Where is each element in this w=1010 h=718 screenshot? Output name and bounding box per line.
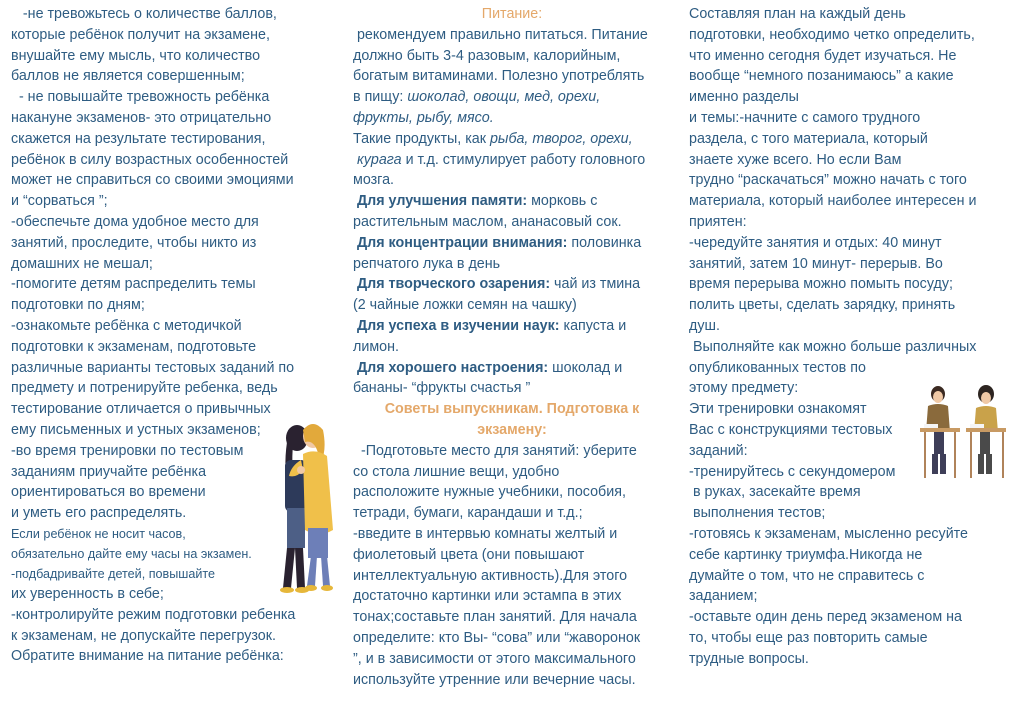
study-plan-line: заданий: [689,442,748,459]
heading-graduate-tips-line2: экзамену: [477,421,547,438]
study-plan-line: заданием; [689,588,758,605]
parent-advice-line: накануне экзаменов- это отрицательно [11,109,272,126]
parent-advice-line: различные варианты тестовых заданий по [11,359,295,376]
parent-advice-line: ему письменных и устных экзаменов; [11,421,261,438]
heading-graduate-tips: Советы выпускникам. Подготовка к [384,401,640,418]
tip-creative [353,274,671,295]
tip-label: Для хорошего настроения: [353,359,549,376]
nutrition-text-line [353,150,671,171]
study-plan-line: занятий, затем 10 минут- перерыв. Во [689,255,943,272]
study-plan-line: этому предмету: [689,380,799,397]
study-plan-line: Составляя план на каждый день [689,6,906,22]
study-plan-line: в руках, засекайте время [689,484,861,501]
tip-memory [353,191,671,212]
study-plan-line: себе картинку триумфа.Никогда не [689,546,923,563]
tip-text: шоколад и [548,359,623,376]
parent-advice-line: их уверенность в себе; [11,585,164,602]
study-plan-line: подготовки, необходимо четко определить, [689,26,975,43]
parent-advice-line: предмету и потренируйте ребенка, ведь [11,380,278,397]
tip-memory-line2: растительным маслом, ананасовый сок. [353,213,622,230]
students-at-desks-illustration [916,382,1008,480]
parent-advice-line: может не справиться со своими эмоциями [11,172,294,189]
parent-advice-line: к экзаменам, не допускайте перегрузок. [11,627,276,644]
study-plan-line: материала, который наиболее интересен и [689,193,977,210]
study-plan-line: -чередуйте занятия и отдых: 40 минут [689,234,942,251]
study-plan-line: -тренируйтесь с секундомером [689,463,896,480]
study-plan-line: и темы:-начните с самого трудного [689,109,921,126]
food-list-italic: шоколад, овощи, мед, орехи, [407,89,601,106]
study-plan-line: раздела, с того материала, который [689,130,928,147]
tip-focus-line2: репчатого лука в день [353,255,501,272]
parent-advice-line: -не тревожьтесь о количестве баллов, [11,6,277,22]
graduate-tip-line: тетради, бумаги, карандаши и т.д.; [353,505,583,522]
graduate-tip-line: -введите в интервью комнаты желтый и [353,525,618,542]
graduate-tip-line: достаточно картинки или эстампа в этих [353,588,622,605]
food-list-italic: курага [353,151,402,168]
study-plan-line: Вас с конструкциями тестовых [689,421,893,438]
graduate-tip-line: расположите нужные учебники, пособия, [353,484,626,501]
parent-advice-line: занятий, проследите, чтобы никто из [11,234,257,251]
study-plan-line: Эти тренировки ознакомят [689,401,867,418]
food-list-italic: фрукты, рыбу, мясо. [353,109,494,126]
graduate-tip-line: ”, и в зависимости от этого максимального [353,650,636,667]
nutrition-text-line [353,129,671,150]
tip-label: Для улучшения памяти: [353,193,528,210]
tip-text: чай из тмина [550,276,641,293]
graduate-tip-line: используйте утренние или вечерние часы. [353,671,636,688]
nutrition-text-line [353,87,671,108]
parent-advice-line: заданиям приучайте ребёнка [11,463,207,480]
parent-advice-line: внушайте ему мысль, что количество [11,47,261,64]
parent-advice-line: -ознакомьте ребёнка с методичкой [11,317,242,334]
study-plan-line: -оставьте один день перед экзаменом на [689,609,962,626]
tip-text: половинка [567,234,642,251]
study-plan-line: полить цветы, сделать зарядку, принять [689,297,956,314]
tip-focus [353,233,671,254]
column-study-plan [689,4,1007,670]
parent-advice-line: баллов не является совершенным; [11,68,245,85]
parent-advice-line: ребёнок в силу возрастных особенностей [11,151,289,168]
study-plan-line: выполнения тестов; [689,505,826,522]
parent-advice-line: -подбадривайте детей, повышайте [11,566,216,581]
nutrition-text: и т.д. стимулирует работу головного [401,151,646,168]
tip-creative-line2: (2 чайные ложки семян на чашку) [353,297,577,314]
nutrition-text: Такие продукты, как [353,130,490,147]
parent-advice-line: обязательно дайте ему часы на экзамен. [11,546,252,561]
nutrition-text-line: мозга. [353,172,394,189]
parent-advice-line: и уметь его распределять. [11,505,187,522]
nutrition-text-line [353,108,671,129]
study-plan-line: приятен: [689,213,747,230]
tip-science-line2: лимон. [353,338,399,355]
tip-science [353,316,671,337]
parent-advice-line: -во время тренировки по тестовым [11,442,244,459]
graduate-tip-line: -Подготовьте место для занятий: уберите [353,442,637,459]
food-list-italic: рыба, творог, орехи, [489,130,633,147]
study-plan-line: душ. [689,317,720,334]
tip-label: Для успеха в изучении наук: [353,317,560,334]
parent-advice-line: скажется на результате тестирования, [11,130,266,147]
graduate-tip-line: интеллектуальную активность).Для этого [353,567,628,584]
heading-nutrition: Питание: [481,6,543,22]
tip-label: Для концентрации внимания: [353,234,568,251]
tip-text: капуста и [559,317,627,334]
parent-advice-line: подготовки к экзаменам, подготовьте [11,338,257,355]
study-plan-line: что именно сегодня будет изучаться. Не [689,47,957,64]
graduate-tip-line: со стола лишние вещи, удобно [353,463,560,480]
tip-mood [353,358,671,379]
study-plan-line: трудно “раскачаться” можно начать с того [689,172,967,189]
parent-advice-line: - не повышайте тревожность ребёнка [11,89,270,106]
parent-advice-line: -помогите детям распределить темы [11,276,256,293]
nutrition-text-line: богатым витаминами. Полезно употреблять [353,68,645,85]
study-plan-line: вообще “немного позанимаюсь” а какие [689,68,954,85]
parent-advice-line: подготовки по дням; [11,297,145,314]
parent-advice-line: Обратите внимание на питание ребёнка: [11,648,284,665]
study-plan-line: знаете хуже всего. Но если Вам [689,151,902,168]
parent-advice-line: и “сорваться ”; [11,193,108,210]
parent-advice-line: домашних не мешал; [11,255,153,272]
study-plan-line: Выполняйте как можно больше различных [689,338,977,355]
parent-advice-line: ориентироваться во времени [11,484,206,501]
parent-advice-line: -контролируйте режим подготовки ребенка [11,606,296,623]
graduate-tip-line: тонах;составьте план занятий. Для начала [353,609,637,626]
study-plan-line: -готовясь к экзаменам, мысленно ресуйте [689,525,969,542]
nutrition-text-line: должно быть 3-4 разовым, калорийным, [353,47,621,64]
study-plan-line: именно разделы [689,89,799,106]
study-plan-line: опубликованных тестов по [689,359,866,376]
study-plan-line: время перерыва можно помыть посуду; [689,276,953,293]
tip-mood-line2: бананы- “фрукты счастья ” [353,380,531,397]
study-plan-line: то, чтобы еще раз повторить самые [689,629,928,646]
graduate-tip-line: определите: кто Вы- “сова” или “жаворонок [353,629,641,646]
nutrition-text: в пищу: [353,89,408,106]
graduate-tip-line: фиолетовый цвета (они повышают [353,546,585,563]
study-plan-line: думайте о том, что не справитесь с [689,567,925,584]
parent-advice-line: тестирование отличается о привычных [11,401,271,418]
study-plan-line: трудные вопросы. [689,650,809,667]
parent-advice-line: которые ребёнок получит на экзамене, [11,26,270,43]
tip-label: Для творческого озарения: [353,276,551,293]
column-nutrition [353,4,671,690]
nutrition-text-line: рекомендуем правильно питаться. Питание [353,26,648,43]
tip-text: морковь с [527,193,598,210]
parent-advice-line: -обеспечьте дома удобное место для [11,213,259,230]
parent-advice-line: Если ребёнок не носит часов, [11,526,186,541]
girls-hugging-illustration [275,420,337,598]
